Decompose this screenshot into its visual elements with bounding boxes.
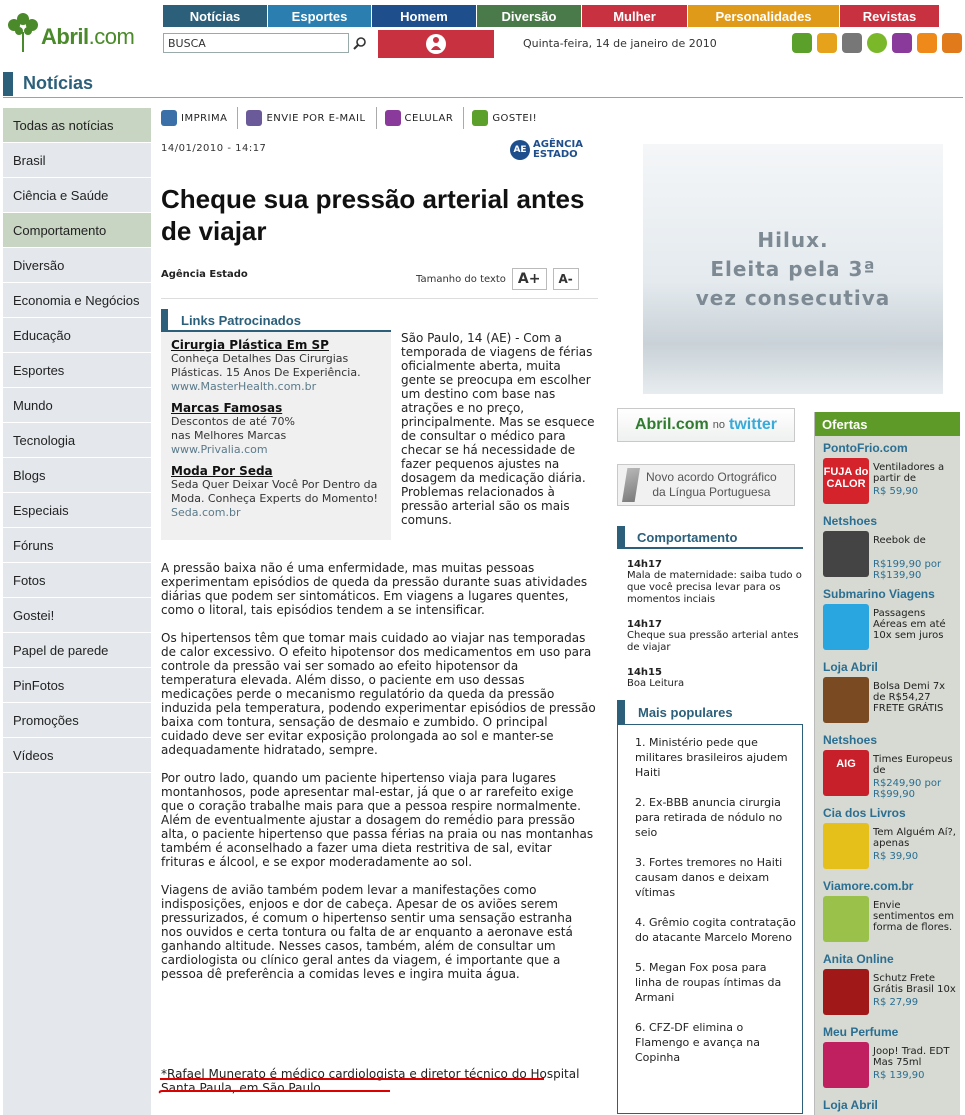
- tool-3[interactable]: [472, 107, 547, 129]
- sponsored-ad-url[interactable]: www.MasterHealth.com.br: [171, 380, 317, 393]
- search-icon: [353, 36, 367, 50]
- article-paragraph: Viagens de avião também podem levar a manifestações como indisposições, enjoos e dor de cabeça. Apesar de os aviões serem pressurizados, é comum o hipertenso sentir uma sensação estranha nos ouvidos e certa tontura ou falta de ar enquanto a aeronave está ganhando altitude. Nesses casos, também, além de consultar um cardiologista ou clínico geral antes da viagem, é importante que a pessoa dê preferência a comidas leves e ingira muita água.: [161, 883, 573, 981]
- sponsored-ad-line: Descontos de até 70%: [171, 415, 296, 428]
- section-title: Notícias: [23, 73, 94, 93]
- oferta-description: Passagens Aéreas em até 10x sem juros: [873, 608, 946, 641]
- article-paragraph: A pressão baixa não é uma enfermidade, mas muitas pessoas experimentam episódios de queda da pressão durante suas atividades diárias que podem ser sintomáticos. Em viagens a lugares quentes, como o litoral, tais episódios tendem a se intensificar.: [161, 561, 588, 617]
- font-size-label: Tamanho do texto: [416, 273, 506, 285]
- email-icon: [246, 110, 262, 126]
- oferta-price: R$ 39,90: [873, 851, 919, 862]
- current-date: Quinta-feira, 14 de janeiro de 2010: [523, 37, 717, 50]
- chat-icon[interactable]: [792, 33, 812, 53]
- oferta-store[interactable]: Netshoes: [823, 514, 878, 528]
- article-paragraph: Os hipertensos têm que tomar mais cuidado ao viajar nas temporadas de calor excessivo. O efeito hipotensor dos medicamentos em uso para controle da pressão vai ser somado ao efeito hipotensor da temperatura elevada. Além disso, o paciente em uso dessas medicações perde o mecanismo regulatório da queda da pressão induzida pela temperatura, podendo experimentar episódios de pressão baixa com tontura, sensação de desmaio e zumbido. O principal cuidado deve ser evitar exposição prolongada ao sol e manter-se adequadamente hidratado, sempre.: [161, 631, 596, 757]
- ortho-line-2: da Língua Portuguesa: [652, 485, 771, 499]
- oferta-store[interactable]: Loja Abril: [823, 660, 878, 674]
- abril-twitter-promo[interactable]: [617, 408, 795, 442]
- search-button[interactable]: [349, 33, 371, 53]
- oferta-item[interactable]: [815, 436, 960, 509]
- sponsored-title: Links Patrocinados: [181, 312, 301, 328]
- header-icon-links: [792, 33, 962, 53]
- banner-line-3: vez consecutiva: [695, 286, 891, 310]
- oferta-item[interactable]: [815, 874, 960, 947]
- sidebar-item[interactable]: Educação: [3, 318, 151, 353]
- oferta-store[interactable]: PontoFrio.com: [823, 441, 908, 455]
- news-time: 14h15: [627, 667, 662, 678]
- author-note: *Rafael Munerato é médico cardiologista e diretor técnico do Hospital Santa Paula, em São Paulo.: [161, 1067, 580, 1095]
- sidebar-item[interactable]: Fóruns: [3, 528, 151, 563]
- flower-icon[interactable]: [817, 33, 837, 53]
- sidebar-item[interactable]: Papel de parede: [3, 633, 151, 668]
- popular-item[interactable]: 2. Ex-BBB anuncia cirurgia para retirada de nódulo no seio: [635, 796, 783, 839]
- divider: [161, 298, 598, 299]
- phone-icon: [385, 110, 401, 126]
- oferta-store[interactable]: Loja Abril: [823, 1098, 878, 1112]
- logo-text: Abril.com: [41, 24, 135, 49]
- ofertas-title: Ofertas: [815, 412, 960, 436]
- twitter-connector: no: [712, 419, 726, 431]
- nav-tab-4[interactable]: Mulher: [582, 5, 688, 27]
- sponsored-ad: [171, 338, 391, 393]
- article-toolbar: [161, 107, 601, 129]
- news-time: 14h17: [627, 619, 662, 630]
- font-increase-button[interactable]: A+: [512, 268, 547, 290]
- nav-tab-5[interactable]: Personalidades: [688, 5, 840, 27]
- sidebar-item[interactable]: Vídeos: [3, 738, 151, 773]
- tool-0[interactable]: [161, 107, 238, 129]
- comportamento-news-item[interactable]: [627, 559, 803, 606]
- oferta-store[interactable]: Submarino Viagens: [823, 587, 935, 601]
- comportamento-title: Comportamento: [637, 529, 738, 545]
- oferta-price: R$ 27,99: [873, 997, 919, 1008]
- sidebar-item[interactable]: Especiais: [3, 493, 151, 528]
- oferta-description: Schutz Frete Grátis Brasil 10x: [873, 973, 956, 995]
- twitter-wordmark: twitter: [729, 416, 778, 433]
- news-title[interactable]: Mala de maternidade: saiba tudo o que você precisa levar para os momentos inciais: [627, 570, 802, 605]
- profile-card-icon[interactable]: [842, 33, 862, 53]
- agency-line-1: AGÊNCIA: [533, 139, 583, 150]
- tool-label: IMPRIMA: [181, 112, 228, 124]
- nav-tab-1[interactable]: Esportes: [268, 5, 372, 27]
- tool-label: ENVIE POR E-MAIL: [266, 112, 366, 124]
- oferta-product-image[interactable]: [823, 1042, 869, 1088]
- top-navigation: [163, 5, 962, 27]
- red-underline-annotation: [158, 1075, 546, 1095]
- oferta-store[interactable]: Viamore.com.br: [823, 879, 914, 893]
- oferta-item[interactable]: [815, 1020, 960, 1093]
- sidebar-item[interactable]: Ciência e Saúde: [3, 178, 151, 213]
- oferta-description: Reebok de: [873, 535, 926, 546]
- tool-1[interactable]: [246, 107, 376, 129]
- mobile-icon[interactable]: [892, 33, 912, 53]
- banner-line-1: Hilux.: [757, 228, 829, 252]
- acordo-ortografico-promo[interactable]: [617, 464, 795, 506]
- oferta-price: R$199,90 por R$139,90: [873, 559, 942, 581]
- comportamento-news-item[interactable]: [627, 619, 803, 654]
- oferta-product-image[interactable]: [823, 969, 869, 1015]
- oferta-item[interactable]: [815, 728, 960, 801]
- comportamento-news-item[interactable]: [627, 667, 803, 690]
- home-icon[interactable]: [942, 33, 962, 53]
- sponsored-ad-line: nas Melhores Marcas: [171, 429, 287, 442]
- mulher-promo-button[interactable]: [378, 30, 494, 58]
- popular-title: Mais populares: [638, 704, 733, 720]
- oferta-product-image[interactable]: [823, 458, 869, 504]
- tool-2[interactable]: [385, 107, 465, 129]
- oferta-product-image[interactable]: [823, 896, 869, 942]
- oferta-price: R$ 139,90: [873, 1070, 925, 1081]
- sidebar-item[interactable]: Esportes: [3, 353, 151, 388]
- oferta-product-image[interactable]: [823, 750, 869, 796]
- tool-label: CELULAR: [404, 112, 454, 124]
- popular-item[interactable]: 5. Megan Fox posa para linha de roupas íntimas da Armani: [635, 961, 782, 1004]
- popular-item[interactable]: 1. Ministério pede que militares brasileiros ajudem Haiti: [635, 736, 788, 779]
- ofertas-sidebar: [814, 412, 960, 1115]
- font-size-controls: [416, 268, 579, 290]
- news-time: 14h17: [627, 559, 662, 570]
- sponsored-ad-url[interactable]: www.Privalia.com: [171, 443, 268, 456]
- popular-item[interactable]: 4. Grêmio cogita contratação do atacante Marcelo Moreno: [635, 916, 796, 944]
- sponsored-ad-title[interactable]: Cirurgia Plástica Em SP: [171, 338, 329, 352]
- sidebar-item[interactable]: Brasil: [3, 143, 151, 178]
- sidebar-item[interactable]: Diversão: [3, 248, 151, 283]
- sidebar-item[interactable]: Promoções: [3, 703, 151, 738]
- pen-icon: [622, 468, 640, 502]
- oferta-price: R$249,90 por R$99,90: [873, 778, 942, 800]
- abril-logo[interactable]: [3, 8, 153, 52]
- sidebar-item[interactable]: Gostei!: [3, 598, 151, 633]
- oferta-description: Envie sentimentos em forma de flores.: [873, 900, 954, 933]
- sidebar-item[interactable]: Todas as notícias: [3, 108, 151, 143]
- woman-figure-icon: [425, 33, 447, 55]
- search-input[interactable]: [163, 33, 349, 53]
- agency-line-2: ESTADO: [533, 149, 578, 160]
- tool-label: GOSTEI!: [492, 112, 538, 124]
- oferta-description: Tem Alguém Aí?, apenas: [873, 827, 956, 849]
- sidebar-item[interactable]: PinFotos: [3, 668, 151, 703]
- nav-tab-0[interactable]: Notícias: [163, 5, 268, 27]
- oferta-product-image[interactable]: [823, 531, 869, 577]
- nav-tab-3[interactable]: Diversão: [477, 5, 582, 27]
- agencia-estado-logo: [510, 140, 583, 160]
- sponsored-ad: [171, 401, 391, 456]
- sponsored-ad-line: Moda. Conheça Experts do Momento!: [171, 492, 378, 505]
- nav-tab-6[interactable]: Revistas: [840, 5, 940, 27]
- oferta-store[interactable]: Netshoes: [823, 733, 878, 747]
- sidebar-item[interactable]: Fotos: [3, 563, 151, 598]
- oferta-product-image[interactable]: [823, 677, 869, 723]
- like-icon[interactable]: [867, 33, 887, 53]
- rss-icon[interactable]: [917, 33, 937, 53]
- article-headline: Cheque sua pressão arterial antes de viajar: [161, 184, 585, 246]
- news-title[interactable]: Boa Leitura: [627, 678, 685, 689]
- oferta-item[interactable]: [815, 509, 960, 582]
- sponsored-ad-line: Conheça Detalhes Das Cirurgias: [171, 352, 349, 365]
- oferta-item[interactable]: [815, 655, 960, 728]
- oferta-image-text: AIG: [836, 758, 856, 770]
- oferta-description: Bolsa Demi 7x de R$54,27 FRETE GRÁTIS: [873, 681, 946, 714]
- ortho-line-1: Novo acordo Ortográfico: [646, 470, 777, 484]
- agency-badge: AE: [510, 140, 530, 160]
- sidebar-item[interactable]: Tecnologia: [3, 423, 151, 458]
- news-title[interactable]: Cheque sua pressão arterial antes de viajar: [627, 630, 799, 653]
- twitter-brand: Abril.com: [634, 416, 709, 433]
- nav-tab-2[interactable]: Homem: [372, 5, 477, 27]
- oferta-store[interactable]: Cia dos Livros: [823, 806, 906, 820]
- comportamento-box: [617, 527, 803, 703]
- oferta-description: Times Europeus de: [873, 754, 953, 776]
- oferta-description: Ventiladores a partir de: [873, 462, 945, 484]
- popular-item[interactable]: 6. CFZ-DF elimina o Flamengo e avança na Copinha: [635, 1021, 761, 1064]
- article-source: Agência Estado: [161, 269, 248, 280]
- oferta-store[interactable]: Anita Online: [823, 952, 894, 966]
- sponsored-ad-title[interactable]: Moda Por Seda: [171, 464, 273, 478]
- mais-populares-box: [617, 700, 803, 1114]
- sidebar-item[interactable]: Comportamento: [3, 213, 151, 248]
- sponsored-ad: [171, 464, 391, 519]
- popular-item[interactable]: 3. Fortes tremores no Haiti causam danos e deixam vítimas: [635, 856, 783, 899]
- article-timestamp: 14/01/2010 - 14:17: [161, 143, 267, 154]
- sidebar-navigation: [3, 108, 151, 1115]
- search-bar: [163, 33, 373, 55]
- oferta-price: R$ 59,90: [873, 486, 919, 497]
- sponsored-ad-line: Seda Quer Deixar Você Por Dentro da: [171, 478, 378, 491]
- oferta-description: Joop! Trad. EDT Mas 75ml: [873, 1046, 950, 1068]
- print-icon: [161, 110, 177, 126]
- article-paragraph: Por outro lado, quando um paciente hipertenso viaja para lugares montanhosos, pode apresentar mal-estar, já que o ar rarefeito exige que o coração trabalhe mais para que a pessoa respire normalmente. Além de eventualmente ajustar a dosagem do remédio para pressão alta, o paciente hipertenso que passa férias na praia ou nas montanhas também é aconselhado a fazer uma dieta restritiva de sal, evitar frituras e álcool, e se expor moderadamente ao sol.: [161, 771, 594, 869]
- oferta-product-image[interactable]: [823, 823, 869, 869]
- font-decrease-button[interactable]: A-: [553, 268, 579, 290]
- like-icon: [472, 110, 488, 126]
- oferta-item[interactable]: [815, 582, 960, 655]
- oferta-image-text: FUJA do CALOR: [823, 466, 869, 490]
- article-body: [161, 561, 597, 995]
- oferta-product-image[interactable]: [823, 604, 869, 650]
- oferta-item[interactable]: [815, 801, 960, 874]
- article-lede: São Paulo, 14 (AE) - Com a temporada de viagens de férias oficialmente aberta, muita gente se preocupa em escolher um destino com base nas atrações e no preço, principalmente. Mas se esquece de consultar o médico para checar se há necessidade de fazer pequenos ajustes na dosagem da medicação diária. Problemas relacionados à pressão arterial são os mais comuns.: [401, 331, 595, 527]
- sidebar-item[interactable]: Mundo: [3, 388, 151, 423]
- hilux-banner-ad[interactable]: [643, 144, 943, 394]
- sidebar-item[interactable]: Economia e Negócios: [3, 283, 151, 318]
- sponsored-ad-url[interactable]: Seda.com.br: [171, 506, 241, 519]
- oferta-item[interactable]: [815, 947, 960, 1020]
- sponsored-links: [161, 310, 391, 540]
- sponsored-ad-title[interactable]: Marcas Famosas: [171, 401, 283, 415]
- sidebar-item[interactable]: Blogs: [3, 458, 151, 493]
- section-header: [3, 70, 963, 98]
- oferta-store[interactable]: Meu Perfume: [823, 1025, 899, 1039]
- tree-logo-icon: [5, 8, 41, 52]
- oferta-item[interactable]: [815, 1093, 960, 1115]
- sponsored-ad-line: Plásticas. 15 Anos De Experiência.: [171, 366, 361, 379]
- banner-line-2: Eleita pela 3ª: [710, 257, 876, 281]
